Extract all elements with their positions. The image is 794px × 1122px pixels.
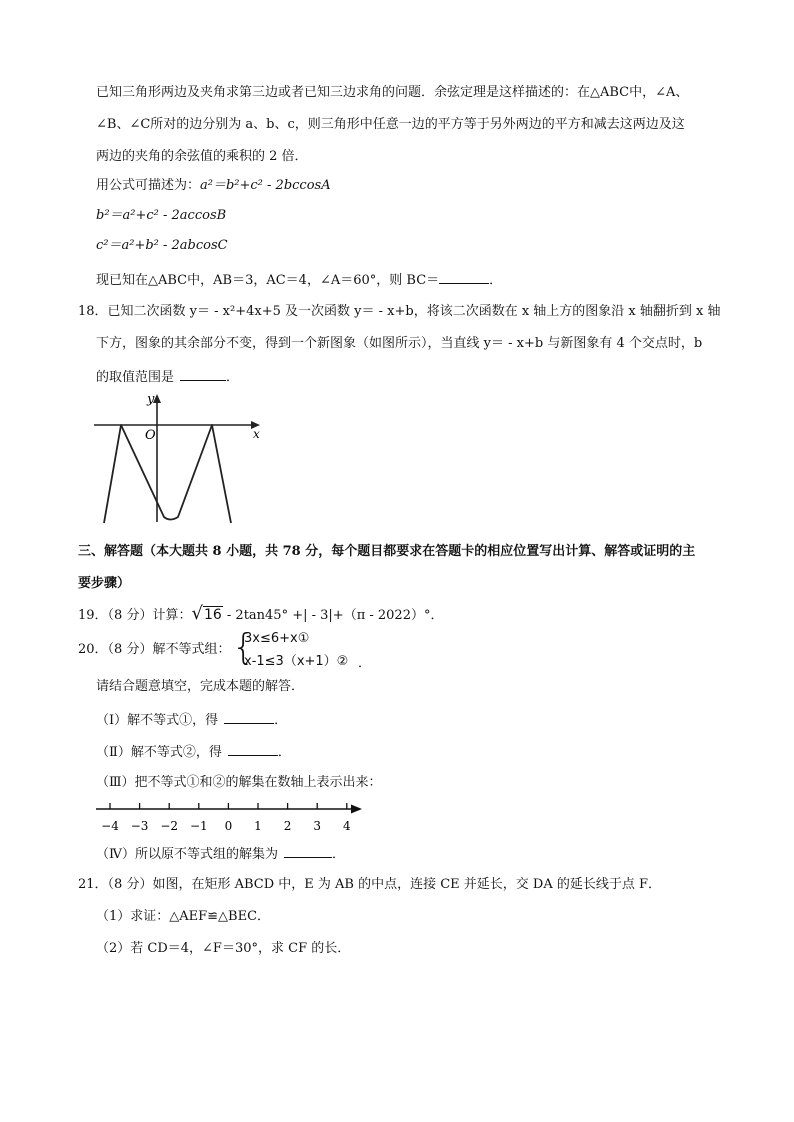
q20-step-3: （Ⅲ）把不等式①和②的解集在数轴上表示出来： xyxy=(96,775,382,790)
q20-number-line xyxy=(90,798,370,838)
number-line-label: −1 xyxy=(189,819,208,833)
number-line-label: 0 xyxy=(224,819,233,833)
q19-radicand: 16 xyxy=(203,607,222,623)
q20-step-4 xyxy=(96,844,345,864)
number-line-label: 2 xyxy=(283,819,292,833)
q20-hint: 请结合题意填空，完成本题的解答． xyxy=(96,679,305,694)
graph-origin-label: O xyxy=(145,428,156,443)
section3-heading-1: 三、解答题（本大题共 8 小题，共 78 分，每个题目都要求在答题卡的相应位置写出计算、解答或证明的主 xyxy=(78,544,696,559)
q17-question xyxy=(96,270,502,290)
q19-text: 19．（8 分）计算： xyxy=(78,608,192,623)
q19-line xyxy=(78,605,443,625)
graph-curve xyxy=(104,425,231,523)
q17-answer-blank[interactable] xyxy=(439,270,489,284)
q18-period: ． xyxy=(226,370,240,385)
number-line-arrow-icon xyxy=(351,805,362,814)
graph-x-label: x xyxy=(253,427,260,441)
q20-step-2-period: ． xyxy=(277,745,291,760)
q20-step-4-blank[interactable] xyxy=(284,844,332,858)
q17-text: 现已知在△ABC中，AB＝3，AC＝4，∠A＝60°，则 BC＝ xyxy=(96,273,440,288)
sqrt-icon: √ xyxy=(191,603,203,624)
q17-period: ． xyxy=(489,273,503,288)
q20-step-2-blank[interactable] xyxy=(228,742,278,756)
number-line-label: −2 xyxy=(160,819,179,833)
intro-line-2: ∠B、∠C所对的边分别为 a、b、c，则三角形中任意一边的平方等于另外两边的平方和减去这两边及这 xyxy=(96,117,685,132)
q20-inequality-1: 3x≤6+x① xyxy=(244,631,310,646)
q20-step-4-text: （Ⅳ）所以原不等式组的解集为 xyxy=(96,847,278,862)
number-line-label: −3 xyxy=(130,819,149,833)
system-brace-icon: { xyxy=(232,627,255,668)
number-line-labels xyxy=(101,819,351,833)
q18-line-1: 18．已知二次函数 y＝ - x²+4x+5 及一次函数 y＝ - x+b，将该二次函数在 x 轴上方的图象沿 x 轴翻折到 x 轴 xyxy=(78,304,721,319)
number-line-label: 1 xyxy=(254,819,262,833)
intro-line-3: 两边的夹角的余弦值的乘积的 2 倍． xyxy=(96,149,308,164)
q20-inequality-2: x-1≤3（x+1）② xyxy=(244,654,349,669)
q20-step-1 xyxy=(96,710,287,730)
q21-part-1: （1）求证：△AEF≌△BEC． xyxy=(96,909,271,924)
q18-graph xyxy=(90,390,270,530)
number-line-label: 3 xyxy=(313,819,322,833)
section3-heading-2: 要步骤） xyxy=(78,576,131,591)
q20-step-4-period: ． xyxy=(332,847,346,862)
q19-rest: - 2tan45° +| - 3|+（π - 2022）°． xyxy=(222,608,444,623)
graph-y-label: y xyxy=(147,392,155,407)
q18-line-3 xyxy=(96,367,239,387)
q20-step-1-period: ． xyxy=(274,713,288,728)
intro-line-1: 已知三角形两边及夹角求第三边或者已知三边求角的问题．余弦定理是这样描述的：在△ABC中，∠A、 xyxy=(96,85,689,100)
number-line-ticks xyxy=(110,803,347,809)
number-line-label: 4 xyxy=(342,819,351,833)
q20-step-1-text: （Ⅰ）解不等式①，得 xyxy=(96,713,219,728)
q20-inequality-period: ． xyxy=(358,656,372,671)
q20-step-1-blank[interactable] xyxy=(224,710,274,724)
q18-answer-blank[interactable] xyxy=(180,367,226,381)
q20-step-2 xyxy=(96,742,291,762)
formula-lead: 用公式可描述为： xyxy=(96,178,201,193)
q18-line-2: 下方，图象的其余部分不变，得到一个新图象（如图所示），当直线 y＝ - x+b 与新图象有 4 个交点时，b xyxy=(96,336,703,351)
number-line-label: −4 xyxy=(101,819,119,833)
q20-label: 20．（8 分）解不等式组： xyxy=(78,642,231,657)
q20-step-2-text: （Ⅱ）解不等式②，得 xyxy=(96,745,222,760)
q21-part-2: （2）若 CD＝4，∠F＝30°，求 CF 的长． xyxy=(96,941,351,956)
formula-a: a²＝b²+c² - 2bccosA xyxy=(200,178,331,193)
q18-text: 的取值范围是 xyxy=(96,370,175,385)
q21-line-1: 21．（8 分）如图，在矩形 ABCD 中，E 为 AB 的中点，连接 CE 并延长，交 DA 的延长线于点 F． xyxy=(78,877,662,892)
formula-c: c²＝a²+b² - 2abcosC xyxy=(96,238,228,253)
formula-b: b²＝a²+c² - 2accosB xyxy=(96,208,227,223)
formula-line-1 xyxy=(96,177,331,195)
